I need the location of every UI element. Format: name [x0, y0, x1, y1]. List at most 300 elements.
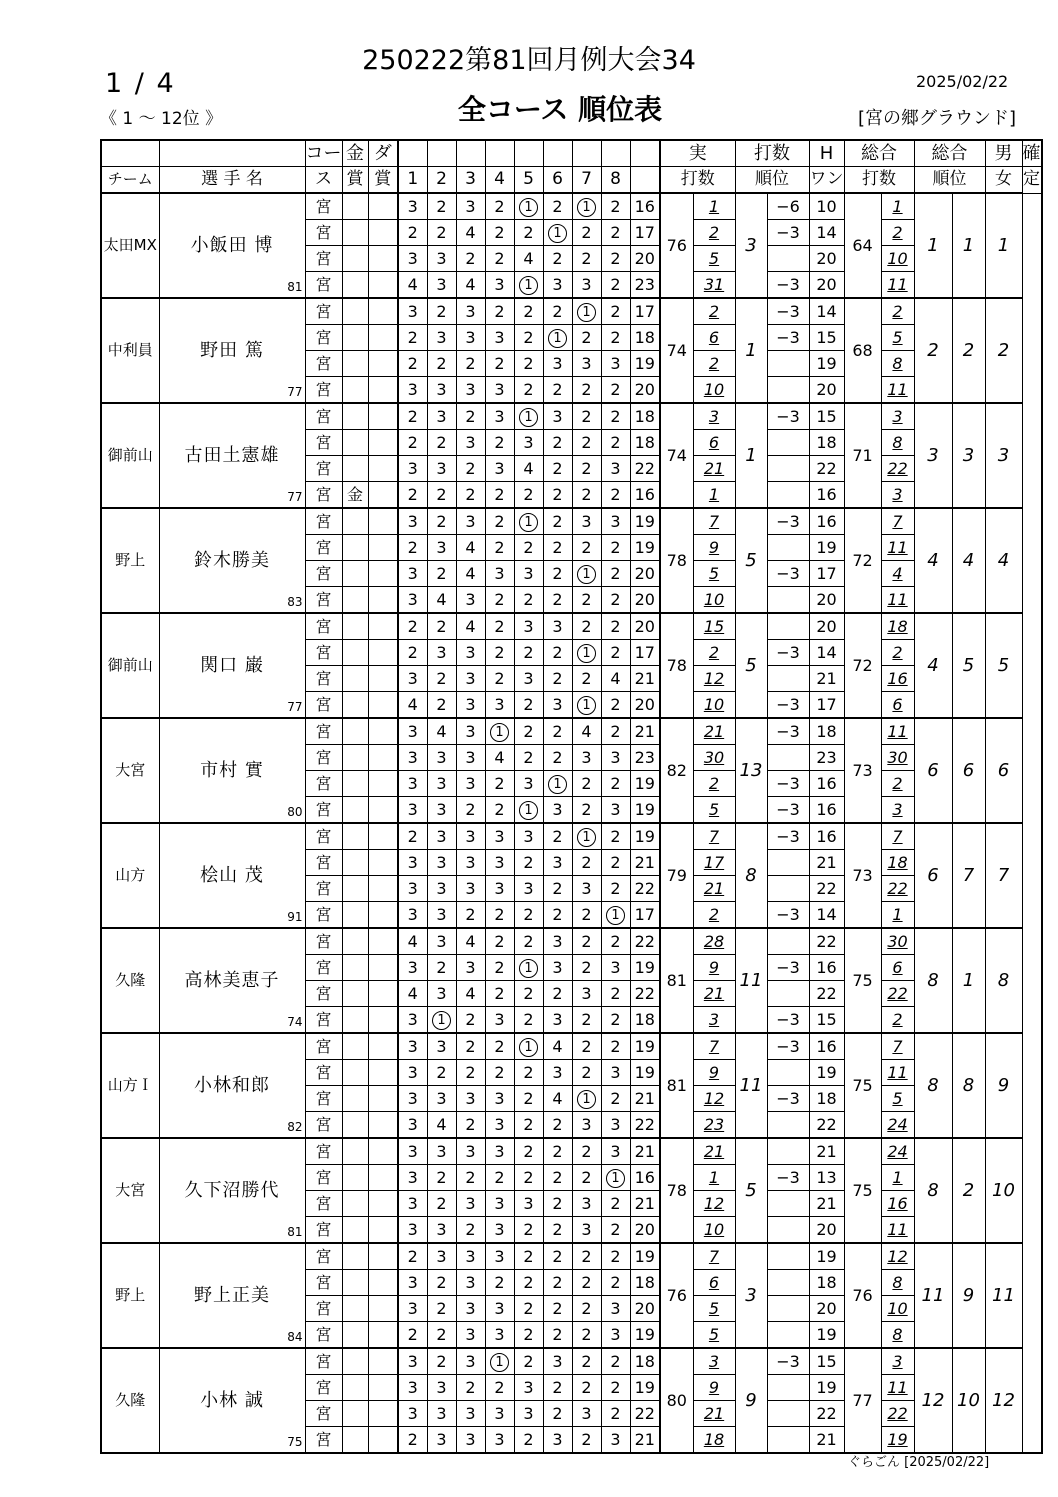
net-score: 18: [809, 718, 844, 745]
stroke-rank: 3: [735, 193, 767, 298]
hole-score: 2: [543, 1243, 572, 1270]
gold-cell: [342, 1007, 368, 1034]
hio-adjust: [767, 745, 809, 771]
hole-score: 4: [543, 1033, 572, 1060]
actual-strokes: 78: [660, 508, 693, 613]
stroke-rank: 8: [735, 823, 767, 928]
hole-score: 2: [485, 1060, 514, 1086]
hole-score: 2: [601, 823, 630, 850]
hole-score: 2: [601, 193, 630, 220]
hole-score: 3: [543, 1060, 572, 1086]
hole-score: 4: [456, 535, 485, 561]
hole-score: 2: [601, 272, 630, 299]
round-sum: 22: [630, 1112, 660, 1139]
hole-in-one-mark: 1: [548, 224, 567, 243]
total-strokes: 72: [844, 613, 881, 718]
hole-score: 2: [572, 535, 601, 561]
hole-in-one-mark: 1: [490, 723, 509, 742]
hole-score: 2: [398, 351, 427, 377]
hole-score: 2: [601, 1217, 630, 1244]
round-stroke-rank: 21: [693, 718, 735, 745]
hole-in-one-mark: 1: [577, 1090, 596, 1109]
round-stroke-rank: 3: [693, 403, 735, 430]
net-score: 22: [809, 876, 844, 902]
net-score: 15: [809, 403, 844, 430]
gold-cell: [342, 298, 368, 325]
hole-score: 2: [485, 1033, 514, 1060]
hole-score: [543, 771, 572, 797]
round-stroke-rank: 6: [693, 430, 735, 456]
da-cell: [368, 1191, 398, 1217]
round-sum: 18: [630, 1007, 660, 1034]
actual-strokes: 80: [660, 1348, 693, 1453]
hole-score: 2: [398, 1427, 427, 1454]
round-stroke-rank: 21: [693, 1401, 735, 1427]
gold-cell: [342, 1112, 368, 1139]
hole-score: 2: [427, 482, 456, 509]
net-score: 15: [809, 325, 844, 351]
da-cell: [368, 325, 398, 351]
player-age: 77: [287, 700, 303, 714]
hole-score: 3: [398, 1165, 427, 1191]
hole-score: 3: [456, 377, 485, 404]
col-team: チーム: [101, 167, 159, 194]
hole-score: 2: [572, 377, 601, 404]
hole-score: 3: [427, 246, 456, 272]
round-overall-rank: 8: [881, 430, 914, 456]
hio-adjust: [767, 351, 809, 377]
hole-score: 3: [398, 771, 427, 797]
hole-score: 2: [456, 482, 485, 509]
hole-score: 2: [485, 981, 514, 1007]
hole-score: 3: [427, 1086, 456, 1112]
hio-adjust: −3: [767, 325, 809, 351]
hole-score: 3: [398, 1086, 427, 1112]
player-name: 野上正美: [194, 1285, 270, 1306]
da-cell: [368, 193, 398, 220]
hole-score: 3: [514, 876, 543, 902]
hole-score: 3: [398, 298, 427, 325]
final-rank: 2: [985, 298, 1022, 403]
hole-score: 4: [572, 718, 601, 745]
hole-score: 2: [543, 587, 572, 614]
gold-cell: [342, 1217, 368, 1244]
course-cell: 宮: [305, 1138, 342, 1165]
hole-score: 4: [601, 666, 630, 692]
hole-score: 2: [572, 928, 601, 955]
course-cell: 宮: [305, 298, 342, 325]
hio-adjust: −3: [767, 718, 809, 745]
hole-score: 2: [514, 928, 543, 955]
hio-adjust: [767, 1401, 809, 1427]
col-final: 定: [1022, 167, 1042, 194]
hole-score: [514, 193, 543, 220]
hole-in-one-mark: 1: [519, 408, 538, 427]
da-cell: [368, 1401, 398, 1427]
gold-cell: [342, 1033, 368, 1060]
hio-adjust: −3: [767, 640, 809, 666]
hole-score: 3: [427, 902, 456, 929]
hole-score: 2: [398, 1243, 427, 1270]
hole-score: 4: [485, 745, 514, 771]
net-score: 14: [809, 220, 844, 246]
net-score: 16: [809, 823, 844, 850]
course-cell: 宮: [305, 1322, 342, 1349]
hole-score: 2: [572, 430, 601, 456]
player-age: 83: [287, 595, 303, 609]
page-subtitle: 全コース 順位表: [457, 93, 663, 126]
team-name: 太田MX: [101, 193, 159, 298]
hole-score: 2: [601, 1243, 630, 1270]
gold-cell: [342, 928, 368, 955]
table-row: [101, 718, 1042, 745]
course-cell: 宮: [305, 640, 342, 666]
net-score: 14: [809, 298, 844, 325]
hole-score: 3: [485, 325, 514, 351]
col-player: 選 手 名: [159, 167, 305, 194]
hole-score: 4: [456, 981, 485, 1007]
net-score: 15: [809, 1348, 844, 1375]
hio-adjust: −3: [767, 902, 809, 929]
hole-score: 3: [543, 351, 572, 377]
col-da: 賞: [368, 167, 398, 194]
team-name: 久隆: [101, 928, 159, 1033]
hole-score: 2: [601, 850, 630, 876]
net-score: 20: [809, 246, 844, 272]
net-score: 16: [809, 797, 844, 824]
hole-score: 3: [427, 1243, 456, 1270]
gold-cell: [342, 1243, 368, 1270]
hole-score: 2: [572, 587, 601, 614]
hole-score: 2: [485, 666, 514, 692]
net-score: 20: [809, 587, 844, 614]
hole-score: 2: [514, 351, 543, 377]
hole-score: 2: [456, 403, 485, 430]
net-score: 21: [809, 1191, 844, 1217]
round-stroke-rank: 7: [693, 508, 735, 535]
gender-rank: 1: [952, 193, 985, 298]
gender-rank: 8: [952, 1033, 985, 1138]
final-rank: 3: [985, 403, 1022, 508]
hole-score: 2: [485, 640, 514, 666]
hio-adjust: −3: [767, 692, 809, 719]
overall-rank: 8: [914, 928, 952, 1033]
hole-score: 3: [543, 692, 572, 719]
hole-score: 3: [543, 1007, 572, 1034]
col-hole-8: 8: [601, 167, 630, 194]
hole-score: 2: [572, 771, 601, 797]
hole-score: 2: [427, 1165, 456, 1191]
hole-score: 3: [485, 377, 514, 404]
course-cell: 宮: [305, 1296, 342, 1322]
round-sum: 22: [630, 981, 660, 1007]
da-cell: [368, 403, 398, 430]
overall-rank: 4: [914, 613, 952, 718]
hio-adjust: −3: [767, 508, 809, 535]
hole-score: 3: [514, 430, 543, 456]
event-date: 2025/02/22: [916, 72, 1009, 91]
hole-score: 2: [427, 692, 456, 719]
hole-score: 3: [485, 1191, 514, 1217]
round-sum: 20: [630, 613, 660, 640]
round-overall-rank: 12: [881, 1243, 914, 1270]
hole-score: 4: [398, 928, 427, 955]
round-sum: 17: [630, 902, 660, 929]
col-hole-3: 3: [456, 167, 485, 194]
hole-score: 3: [427, 1401, 456, 1427]
player-cell: [159, 613, 305, 718]
hole-score: 3: [427, 1217, 456, 1244]
hole-score: 2: [514, 981, 543, 1007]
col-total-top: 総合: [844, 140, 914, 167]
hole-score: 3: [514, 561, 543, 587]
hole-score: 3: [572, 508, 601, 535]
net-score: 20: [809, 1296, 844, 1322]
player-cell: [159, 718, 305, 823]
hole-score: [514, 955, 543, 981]
player-cell: [159, 1348, 305, 1453]
round-overall-rank: 8: [881, 1270, 914, 1296]
gold-cell: [342, 955, 368, 981]
hole-score: 3: [601, 1427, 630, 1454]
hole-score: 2: [485, 482, 514, 509]
hole-score: 3: [398, 508, 427, 535]
course-cell: 宮: [305, 771, 342, 797]
hole-score: 2: [456, 1060, 485, 1086]
da-cell: [368, 272, 398, 299]
net-score: 19: [809, 351, 844, 377]
hole-score: [514, 272, 543, 299]
hole-score: 2: [456, 1165, 485, 1191]
hole-score: 2: [514, 745, 543, 771]
net-score: 20: [809, 377, 844, 404]
hole-score: 2: [601, 876, 630, 902]
col-gold-top: 金: [342, 140, 368, 167]
final-rank: 12: [985, 1348, 1022, 1453]
round-overall-rank: 16: [881, 1191, 914, 1217]
hole-score: 4: [456, 561, 485, 587]
total-strokes: 75: [844, 1033, 881, 1138]
round-stroke-rank: 21: [693, 876, 735, 902]
hole-score: 3: [456, 823, 485, 850]
hole-score: 2: [543, 1270, 572, 1296]
hole-score: 3: [456, 1138, 485, 1165]
hole-score: 3: [601, 1112, 630, 1139]
hole-score: 3: [427, 745, 456, 771]
hole-score: 4: [398, 692, 427, 719]
hio-adjust: [767, 587, 809, 614]
gold-cell: [342, 1322, 368, 1349]
round-sum: 19: [630, 771, 660, 797]
col-hole-6: 6: [543, 167, 572, 194]
hole-score: 3: [514, 823, 543, 850]
col-final-top: 確: [1022, 140, 1042, 167]
hole-score: 2: [427, 1348, 456, 1375]
course-cell: 宮: [305, 430, 342, 456]
round-sum: 19: [630, 351, 660, 377]
round-stroke-rank: 21: [693, 456, 735, 482]
hole-score: 2: [514, 1217, 543, 1244]
hole-score: 3: [543, 797, 572, 824]
hole-score: 3: [514, 1375, 543, 1401]
hole-score: 3: [456, 718, 485, 745]
course-cell: 宮: [305, 220, 342, 246]
hole-score: 2: [485, 587, 514, 614]
hole-score: 2: [427, 193, 456, 220]
hole-score: 2: [485, 771, 514, 797]
net-score: 16: [809, 508, 844, 535]
da-cell: [368, 718, 398, 745]
stroke-rank: 3: [735, 1243, 767, 1348]
course-cell: 宮: [305, 1243, 342, 1270]
da-cell: [368, 797, 398, 824]
round-sum: 17: [630, 640, 660, 666]
hole-score: 3: [485, 1296, 514, 1322]
stroke-rank: 11: [735, 1033, 767, 1138]
hole-score: 2: [572, 1165, 601, 1191]
hole-in-one-mark: 1: [519, 959, 538, 978]
col-overall: 順位: [914, 167, 985, 194]
gold-cell: [342, 1401, 368, 1427]
hole-in-one-mark: 1: [548, 775, 567, 794]
actual-strokes: 74: [660, 403, 693, 508]
hole-score: [485, 1348, 514, 1375]
hole-score: 3: [485, 1427, 514, 1454]
col-course: ス: [305, 167, 342, 194]
table-row: [101, 823, 1042, 850]
hio-adjust: −3: [767, 823, 809, 850]
course-cell: 宮: [305, 1217, 342, 1244]
hole-score: 2: [572, 1243, 601, 1270]
hole-score: 2: [601, 403, 630, 430]
hole-score: 2: [601, 430, 630, 456]
gender-rank: 3: [952, 403, 985, 508]
hole-score: 3: [485, 823, 514, 850]
player-cell: [159, 1033, 305, 1138]
hole-score: 2: [543, 718, 572, 745]
round-overall-rank: 8: [881, 351, 914, 377]
hio-adjust: [767, 377, 809, 404]
player-cell: [159, 823, 305, 928]
hole-score: 2: [398, 823, 427, 850]
player-age: 91: [287, 910, 303, 924]
round-sum: 17: [630, 298, 660, 325]
course-cell: 宮: [305, 1348, 342, 1375]
gold-cell: [342, 1375, 368, 1401]
hole-score: 2: [398, 325, 427, 351]
hole-score: 2: [543, 1401, 572, 1427]
hole-score: [514, 1033, 543, 1060]
hole-score: 3: [485, 272, 514, 299]
header-row-bottom: [101, 167, 1042, 194]
round-sum: 19: [630, 1375, 660, 1401]
hio-adjust: [767, 1060, 809, 1086]
hole-score: 3: [601, 508, 630, 535]
overall-rank: 8: [914, 1033, 952, 1138]
hole-score: 3: [427, 928, 456, 955]
da-cell: [368, 640, 398, 666]
hio-adjust: −3: [767, 955, 809, 981]
hole-score: [572, 193, 601, 220]
gold-cell: [342, 1060, 368, 1086]
hole-in-one-mark: 1: [577, 303, 596, 322]
hole-score: 3: [398, 456, 427, 482]
hole-score: 3: [543, 1427, 572, 1454]
da-cell: [368, 981, 398, 1007]
hole-score: 2: [427, 955, 456, 981]
col-strokes-rank: 順位: [735, 167, 809, 194]
hole-score: 2: [514, 1348, 543, 1375]
net-score: 18: [809, 430, 844, 456]
round-overall-rank: 5: [881, 325, 914, 351]
hole-score: [601, 1165, 630, 1191]
hole-score: 2: [456, 246, 485, 272]
col-gold: 賞: [342, 167, 368, 194]
round-overall-rank: 2: [881, 640, 914, 666]
gender-rank: 7: [952, 823, 985, 928]
player-name: 小林和郎: [194, 1075, 270, 1096]
hole-score: 3: [456, 745, 485, 771]
hio-adjust: −3: [767, 1007, 809, 1034]
da-cell: [368, 1165, 398, 1191]
player-age: 77: [287, 490, 303, 504]
net-score: 15: [809, 1007, 844, 1034]
round-stroke-rank: 3: [693, 1348, 735, 1375]
course-cell: 宮: [305, 377, 342, 404]
hio-adjust: [767, 430, 809, 456]
round-sum: 22: [630, 876, 660, 902]
net-score: 21: [809, 850, 844, 876]
hole-score: [572, 692, 601, 719]
course-cell: 宮: [305, 928, 342, 955]
hole-score: 2: [572, 1296, 601, 1322]
round-sum: 17: [630, 220, 660, 246]
gold-cell: [342, 1348, 368, 1375]
total-strokes: 73: [844, 823, 881, 928]
hole-score: 2: [601, 535, 630, 561]
hole-score: 2: [572, 1270, 601, 1296]
table-row: [101, 1243, 1042, 1270]
player-name: 古田土憲雄: [184, 445, 280, 466]
hole-score: 2: [601, 1007, 630, 1034]
round-stroke-rank: 7: [693, 823, 735, 850]
course-cell: 宮: [305, 797, 342, 824]
da-cell: [368, 745, 398, 771]
hole-score: 2: [601, 718, 630, 745]
round-stroke-rank: 10: [693, 1217, 735, 1244]
hole-score: 2: [543, 1217, 572, 1244]
hole-score: 2: [543, 1296, 572, 1322]
net-score: 21: [809, 666, 844, 692]
hole-score: 3: [572, 272, 601, 299]
hole-score: 3: [601, 745, 630, 771]
hole-score: 2: [543, 1165, 572, 1191]
hole-in-one-mark: 1: [490, 1353, 509, 1372]
hole-score: 2: [427, 220, 456, 246]
course-cell: 宮: [305, 403, 342, 430]
round-overall-rank: 6: [881, 955, 914, 981]
total-strokes: 73: [844, 718, 881, 823]
player-age: 82: [287, 1120, 303, 1134]
round-sum: 19: [630, 1033, 660, 1060]
hole-score: 3: [543, 1348, 572, 1375]
round-stroke-rank: 6: [693, 325, 735, 351]
round-stroke-rank: 21: [693, 1138, 735, 1165]
hole-score: 3: [543, 955, 572, 981]
hole-score: 2: [601, 1375, 630, 1401]
net-score: 16: [809, 955, 844, 981]
round-sum: 21: [630, 1086, 660, 1112]
